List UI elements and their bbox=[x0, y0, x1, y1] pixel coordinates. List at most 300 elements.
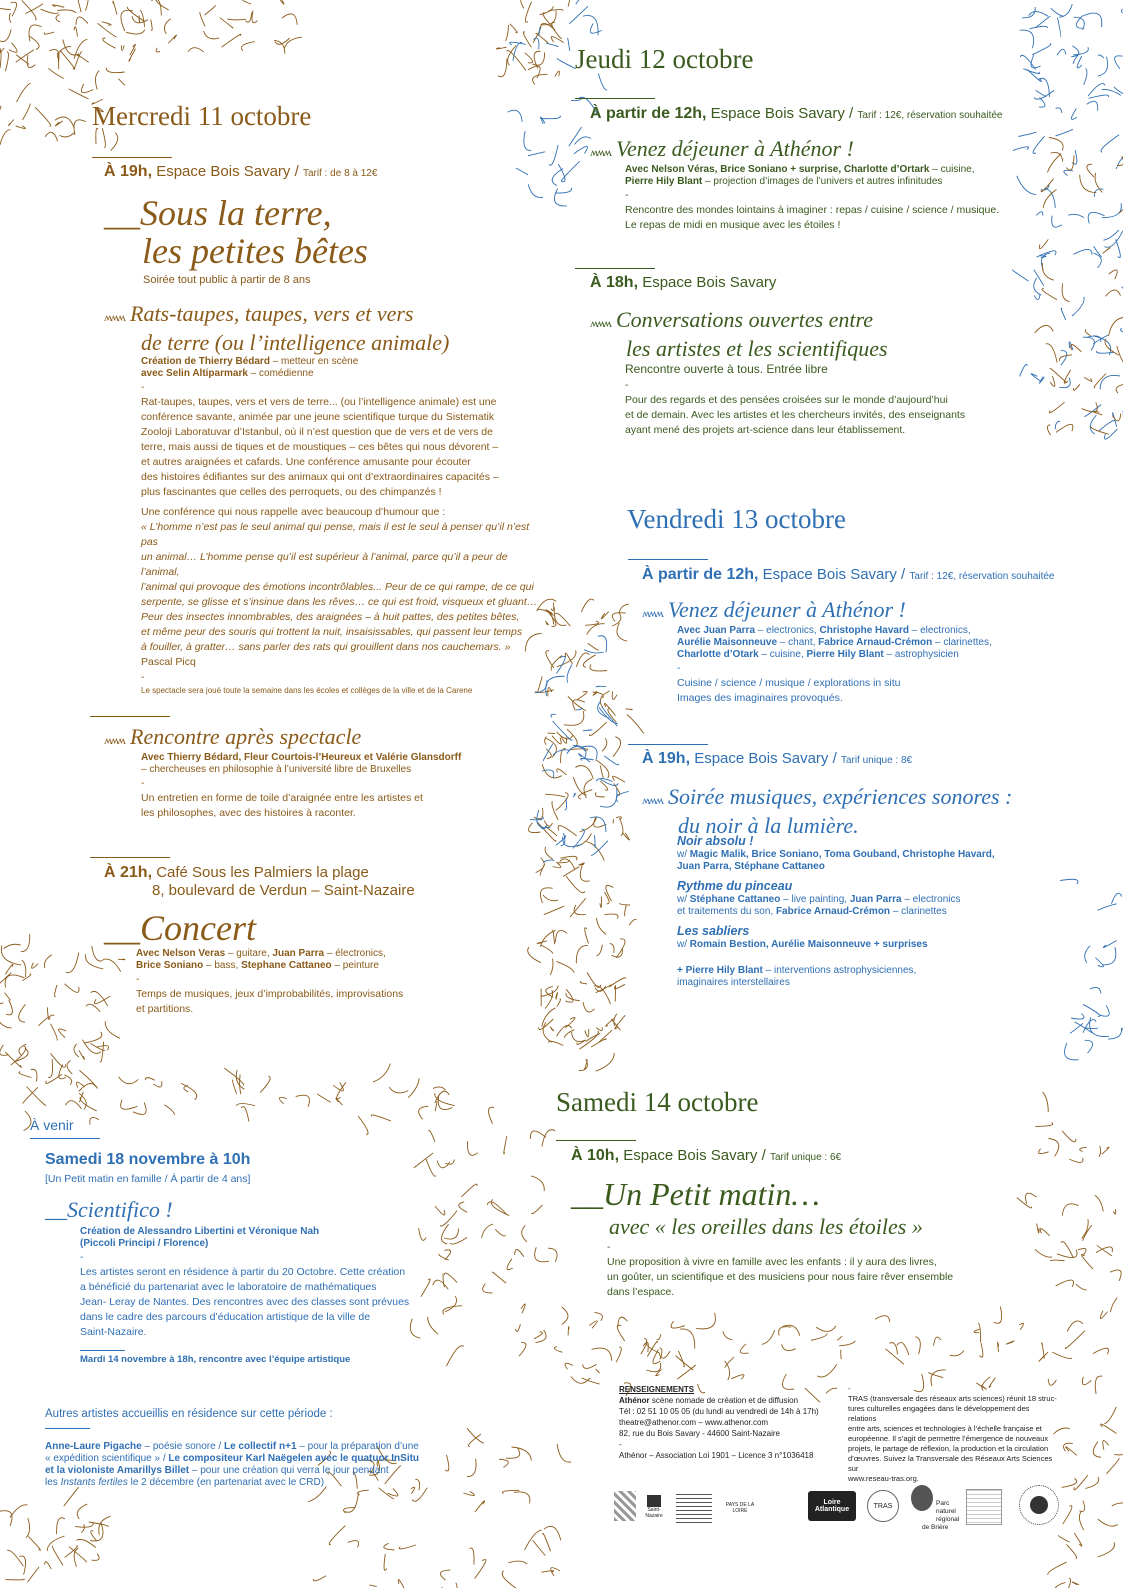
scribble-stroke bbox=[1083, 1004, 1100, 1016]
tras-text bbox=[848, 1394, 1058, 1484]
lunch-title bbox=[642, 597, 906, 626]
divider bbox=[90, 716, 170, 717]
show-title-line1: Rats-taupes, taupes, vers et vers bbox=[130, 301, 414, 326]
scribble-stroke bbox=[1082, 1254, 1093, 1269]
divider bbox=[575, 268, 655, 269]
conversation-subtitle: Rencontre ouverte à tous. Entrée libre bbox=[625, 362, 828, 376]
wave-icon: ʍʍʍ bbox=[642, 793, 662, 807]
scribble-stroke bbox=[579, 863, 585, 865]
scribble-stroke bbox=[1096, 1247, 1113, 1253]
scribble-stroke bbox=[475, 1560, 486, 1579]
scribble-stroke bbox=[200, 12, 205, 26]
scribble-stroke bbox=[577, 691, 587, 699]
scribble-stroke bbox=[7, 1550, 23, 1566]
scribble-stroke bbox=[586, 1034, 600, 1042]
scribble-stroke bbox=[1077, 56, 1082, 68]
concert-desc-line: et partitions. bbox=[136, 1003, 194, 1015]
scribble-stroke bbox=[577, 833, 592, 846]
scribble-stroke bbox=[132, 16, 148, 23]
wave-icon: ʍʍʍ bbox=[642, 606, 662, 620]
scribble-stroke bbox=[1056, 129, 1073, 136]
scribble-stroke bbox=[488, 1107, 494, 1124]
scribble-stroke bbox=[1109, 317, 1123, 336]
artist-name: + Pierre Hily Blant bbox=[677, 965, 763, 976]
scribble-stroke bbox=[528, 947, 541, 963]
scribble-stroke bbox=[597, 945, 603, 956]
scribble-stroke bbox=[336, 1098, 343, 1105]
scribble-stroke bbox=[1099, 421, 1115, 432]
scribble-stroke bbox=[1056, 424, 1073, 432]
scribble-stroke bbox=[600, 897, 602, 908]
scribble-stroke bbox=[1109, 270, 1117, 279]
scribble-stroke bbox=[1052, 1352, 1072, 1358]
scribble-stroke bbox=[496, 47, 506, 49]
scribble-stroke bbox=[596, 1027, 602, 1030]
scribble-stroke bbox=[566, 993, 580, 1001]
scribble-stroke bbox=[153, 1081, 162, 1087]
scribble-stroke bbox=[103, 959, 121, 972]
scribble-stroke bbox=[560, 859, 575, 870]
scribble-stroke bbox=[1046, 344, 1057, 363]
scribble-stroke bbox=[600, 789, 617, 808]
scribble-stroke bbox=[65, 984, 79, 993]
scribble-stroke bbox=[816, 1326, 836, 1331]
scribble-stroke bbox=[544, 906, 564, 915]
scribble-stroke bbox=[542, 770, 554, 778]
scribble-stroke bbox=[1019, 132, 1037, 136]
artist-role: – clarinettes bbox=[890, 906, 947, 917]
scribble-stroke bbox=[1116, 239, 1121, 257]
artist-role: – peinture bbox=[331, 960, 379, 971]
scribble-stroke bbox=[74, 1044, 79, 1057]
scribble-stroke bbox=[81, 84, 93, 93]
scribble-stroke bbox=[5, 964, 13, 974]
scribble-stroke bbox=[4, 944, 21, 948]
scribble-stroke bbox=[577, 1040, 586, 1045]
scribble-stroke bbox=[591, 1039, 606, 1047]
logo-parc bbox=[922, 1500, 959, 1532]
scribble-stroke bbox=[1062, 1478, 1077, 1487]
scribble-stroke bbox=[9, 120, 14, 126]
scribble-stroke bbox=[1101, 135, 1119, 153]
scribble-stroke bbox=[546, 676, 565, 695]
scribble-stroke bbox=[657, 1334, 661, 1339]
scribble-stroke bbox=[441, 1583, 457, 1588]
scribble-stroke bbox=[389, 1087, 408, 1093]
scribble-stroke bbox=[1058, 18, 1061, 38]
scribble-stroke bbox=[1072, 150, 1077, 164]
scribble-stroke bbox=[1114, 1440, 1123, 1455]
ship-icon bbox=[647, 1495, 661, 1507]
scribble-stroke bbox=[594, 986, 611, 1004]
scribble-stroke bbox=[555, 613, 570, 626]
samedi-subtitle: avec « les oreilles dans les étoiles » bbox=[609, 1214, 923, 1239]
description-paragraph bbox=[80, 1265, 440, 1340]
scribble-stroke bbox=[74, 39, 87, 58]
scribble-stroke bbox=[77, 55, 89, 63]
slot-place: Espace Bois Savary / bbox=[156, 163, 299, 180]
scribble-stroke bbox=[568, 0, 581, 7]
scribble-stroke bbox=[118, 79, 125, 86]
scribble-stroke bbox=[102, 22, 111, 25]
scribble-stroke bbox=[617, 623, 627, 641]
scribble-stroke bbox=[98, 23, 117, 37]
artist-name: Christophe Havard bbox=[819, 625, 909, 636]
slot-place: Café Sous les Palmiers la plage bbox=[156, 864, 369, 881]
artist-role: – cuisine, bbox=[758, 649, 807, 660]
scribble-stroke bbox=[26, 1518, 30, 1537]
scribble-stroke bbox=[28, 1567, 40, 1582]
scribble-stroke bbox=[601, 766, 604, 779]
scribble-stroke bbox=[612, 691, 617, 699]
description-line: et autres araignées et cafards. Une conférence amusante pour écouter bbox=[141, 456, 471, 468]
scribble-stroke bbox=[563, 867, 579, 877]
scribble-stroke bbox=[541, 117, 545, 124]
tras-line: www.reseau-tras.org. bbox=[848, 1474, 919, 1483]
scribble-stroke bbox=[589, 1321, 597, 1328]
scribble-stroke bbox=[1084, 68, 1087, 84]
scribble-stroke bbox=[928, 1372, 943, 1378]
artist-role: – clarinettes, bbox=[932, 637, 992, 648]
scribble-stroke bbox=[440, 1211, 457, 1226]
scribble-stroke bbox=[1020, 30, 1034, 48]
scribble-stroke bbox=[782, 1344, 796, 1350]
scribble-stroke bbox=[543, 860, 554, 862]
scribble-stroke bbox=[57, 1518, 65, 1534]
scribble-stroke bbox=[762, 1330, 775, 1344]
day-heading-mercredi: Mercredi 11 octobre bbox=[92, 101, 312, 131]
quote-line: et même peur des souris qui trottent la nuit, insaisissables, qui passent leur temps bbox=[141, 626, 523, 638]
scribble-stroke bbox=[1106, 290, 1121, 296]
scribble-stroke bbox=[1085, 1040, 1093, 1053]
scribble-stroke bbox=[1096, 351, 1113, 353]
scribble-stroke bbox=[6, 1000, 12, 1015]
scribble-stroke bbox=[498, 59, 507, 77]
description-line: dans le cadre des parcours d’éducation artistique de la ville de bbox=[80, 1311, 371, 1323]
description-line: conférence savante, animée par une jeune scientifique turque du Sistematik bbox=[141, 411, 495, 423]
scribble-stroke bbox=[525, 2, 531, 22]
scribble-stroke bbox=[950, 1351, 964, 1356]
scribble-stroke bbox=[86, 1004, 100, 1012]
upcoming-description: Création de Alessandro Libertini et Véronique Nah (Piccoli Principi / Florence) - Les artistes seront en résidence à partir du 20 Octobre. Cette création a bénéficié du partenariat avec le laboratoire de mathématiques Jean- Leray de Nantes. Des rencontres avec des classes sont prévues dans le cadre des parcours d’éducation artistique de la ville de Saint-Nazaire. Mardi 14 novembre à 18h, rencontre avec l’équipe artistique bbox=[80, 1226, 440, 1366]
scribble-stroke bbox=[440, 1570, 450, 1580]
scribble-stroke bbox=[445, 1455, 449, 1471]
samedi-title-line1: Un Petit matin… bbox=[603, 1176, 820, 1212]
scribble-stroke bbox=[557, 58, 575, 68]
scribble-stroke bbox=[548, 688, 552, 697]
scribble-stroke bbox=[499, 1459, 508, 1467]
divider bbox=[80, 1350, 125, 1351]
scribble-stroke bbox=[1056, 108, 1062, 113]
scribble-stroke bbox=[188, 48, 204, 52]
time-slot-vendredi-12h bbox=[642, 566, 1055, 584]
scribble-stroke bbox=[1049, 1139, 1059, 1157]
time-slot-mercredi-21h bbox=[104, 864, 369, 882]
logo-label: de Brière bbox=[922, 1524, 949, 1531]
upcoming-audience: [Un Petit matin en famille / À partir de 4 ans] bbox=[45, 1173, 251, 1185]
artist-name: Le compositeur Karl Naëgelen avec le quatuor InSitu bbox=[168, 1453, 420, 1464]
scribble-stroke bbox=[556, 992, 558, 999]
scribble-stroke bbox=[1098, 1542, 1115, 1557]
scribble-stroke bbox=[1050, 1260, 1064, 1261]
scribble-stroke bbox=[1108, 1028, 1122, 1039]
event-name: Instants fertiles bbox=[60, 1477, 128, 1488]
slot-price: Tarif : 12€, réservation souhaitée bbox=[857, 110, 1003, 121]
scribble-stroke bbox=[105, 1021, 120, 1038]
scribble-stroke bbox=[16, 126, 26, 129]
quote-line: un animal… L’homme pense qu’il est supérieur à l’animal, parce qu’il a peur de l’animal, bbox=[141, 551, 508, 578]
scribble-stroke bbox=[616, 1347, 621, 1362]
artist-role: – poésie sonore / bbox=[141, 1441, 224, 1452]
artist-name: Juan Parra bbox=[272, 948, 325, 959]
artist-role: – electronics bbox=[901, 894, 961, 905]
scribble-stroke bbox=[384, 1543, 395, 1550]
scribble-stroke bbox=[1066, 1544, 1076, 1559]
scribble-stroke bbox=[444, 1229, 459, 1239]
scribble-stroke bbox=[588, 643, 598, 650]
samedi-desc-line: dans l’espace. bbox=[607, 1286, 675, 1298]
divider bbox=[628, 744, 708, 745]
with-prefix: w/ bbox=[677, 849, 690, 860]
scribble-stroke bbox=[459, 1202, 468, 1213]
day-heading-samedi: Samedi 14 octobre bbox=[556, 1087, 759, 1117]
scribble-stroke bbox=[1095, 958, 1103, 967]
scribble-stroke bbox=[1042, 263, 1053, 280]
credit-role: – metteur en scène bbox=[269, 356, 359, 367]
scribble-stroke bbox=[384, 1554, 387, 1570]
scribble-stroke bbox=[627, 715, 644, 734]
artist-name: Le collectif n+1 bbox=[223, 1441, 297, 1452]
scribble-stroke bbox=[358, 1116, 368, 1134]
meeting-credit: Avec Thierry Bédard, Fleur Courtois-l’Heureux et Valérie Glansdorff bbox=[141, 752, 462, 763]
artist-name: Avec Nelson Véras, Brice Soniano + surprise, Charlotte d’Ortark bbox=[625, 164, 930, 175]
scribble-stroke bbox=[1043, 1092, 1049, 1112]
scribble-stroke bbox=[0, 1011, 11, 1028]
info-org: Athénor bbox=[619, 1396, 650, 1405]
scribble-stroke bbox=[1087, 164, 1094, 177]
quote-line: Peur des insectes innombrables, des araignées – à huit pattes, des petites bêtes, bbox=[141, 611, 520, 623]
soiree-title bbox=[642, 784, 1012, 838]
scribble-stroke bbox=[1104, 1407, 1116, 1424]
credit-role: – comédienne bbox=[247, 368, 314, 379]
scribble-stroke bbox=[19, 1072, 32, 1078]
scribble-stroke bbox=[252, 11, 258, 23]
scribble-stroke bbox=[1065, 1043, 1079, 1060]
scribble-stroke bbox=[897, 1342, 909, 1355]
scribble-stroke bbox=[599, 1030, 612, 1042]
scribble-stroke bbox=[1043, 190, 1056, 208]
scribble-stroke bbox=[1084, 1028, 1098, 1029]
scribble-stroke bbox=[629, 919, 637, 925]
scribble-stroke bbox=[119, 1077, 139, 1084]
upcoming-date: Samedi 18 novembre à 10h bbox=[45, 1151, 251, 1168]
scribble-stroke bbox=[838, 1336, 843, 1340]
scribble-stroke bbox=[551, 603, 554, 611]
scribble-stroke bbox=[1006, 1341, 1014, 1344]
program-item-title: Noir absolu ! bbox=[677, 834, 754, 848]
scribble-stroke bbox=[32, 963, 38, 969]
scribble-stroke bbox=[1103, 230, 1119, 240]
scribble-stroke bbox=[562, 1307, 568, 1325]
conversation-description: - Pour des regards et des pensées croisées sur le monde d’aujourd’hui et de demain. Avec les artistes et les chercheurs invités, des enseignants ayant mené des projets art-science dans leur établissement. bbox=[625, 378, 1045, 438]
scribble-stroke bbox=[646, 1363, 660, 1372]
scribble-stroke bbox=[508, 45, 516, 65]
slot-time: À 19h, bbox=[642, 750, 691, 767]
scribble-stroke bbox=[47, 1536, 64, 1551]
scribble-stroke bbox=[616, 939, 625, 958]
scribble-stroke bbox=[19, 1004, 26, 1022]
artist-name: Pierre Hily Blant bbox=[625, 176, 703, 187]
scribble-stroke bbox=[45, 132, 58, 141]
scribble-stroke bbox=[522, 1226, 527, 1242]
divider bbox=[90, 857, 170, 858]
divider bbox=[30, 1138, 100, 1139]
soiree-title-line1: Soirée musiques, expériences sonores : bbox=[668, 784, 1013, 809]
tras-line: projets, le partage de réflexion, la production et la circulation bbox=[848, 1444, 1049, 1453]
scribble-stroke bbox=[1047, 425, 1050, 436]
artist-name: Anne-Laure Pigache bbox=[45, 1441, 142, 1452]
time-slot-vendredi-19h bbox=[642, 750, 912, 768]
scribble-stroke bbox=[555, 930, 567, 942]
samedi-desc-line: Une proposition à vivre en famille avec les enfants : il y aura des livres, bbox=[607, 1256, 937, 1268]
artist-role: – live painting, bbox=[780, 894, 850, 905]
scribble-stroke bbox=[1098, 55, 1104, 58]
artist-role: – electronics, bbox=[908, 625, 971, 636]
scribble-stroke bbox=[612, 613, 625, 622]
scribble-stroke bbox=[398, 1580, 404, 1588]
scribble-stroke bbox=[66, 952, 79, 972]
scribble-stroke bbox=[9, 43, 17, 53]
logo-checker bbox=[614, 1491, 636, 1521]
scribble-stroke bbox=[532, 1205, 543, 1214]
lunch-desc-line: Le repas de midi en musique avec les étoiles ! bbox=[625, 219, 841, 231]
scribble-stroke bbox=[576, 708, 583, 710]
scribble-stroke bbox=[426, 1159, 436, 1176]
scribble-stroke bbox=[510, 24, 517, 33]
scribble-stroke bbox=[676, 1356, 694, 1370]
tras-line: TRAS (transversale des réseaux arts sciences) réunit 18 struc- bbox=[848, 1394, 1057, 1403]
scribble-stroke bbox=[875, 1316, 890, 1322]
conversation-title bbox=[590, 307, 888, 361]
lunch-description: Avec Juan Parra – electronics, Christophe Havard – electronics, Aurélie Maisonneuve – chant, Fabrice Arnaud-Crémon – clarinettes, Charlotte d’Otark – cuisine, Pierre Hily Blant – astrophysicien - Cuisine / science / musique / explorations in situ Images des imaginaires provoqués. bbox=[677, 625, 1077, 706]
scribble-stroke bbox=[74, 27, 78, 37]
scribble-stroke bbox=[543, 1533, 551, 1551]
scribble-stroke bbox=[1103, 947, 1116, 965]
scribble-stroke bbox=[69, 89, 89, 99]
program-item-title: Rythme du pinceau bbox=[677, 879, 793, 893]
scribble-stroke bbox=[524, 131, 531, 150]
scribble-stroke bbox=[553, 930, 555, 944]
event-title-line2: les petites bêtes bbox=[142, 231, 368, 271]
scribble-stroke bbox=[515, 1249, 524, 1256]
scribble-stroke bbox=[260, 1076, 270, 1093]
scribble-stroke bbox=[811, 1333, 827, 1340]
scribble-stroke bbox=[585, 1029, 589, 1037]
scribble-stroke bbox=[118, 959, 125, 960]
scribble-stroke bbox=[595, 1312, 603, 1320]
scribble-stroke bbox=[1098, 1519, 1118, 1526]
artist-name: Romain Bestion, Aurélie Maisonneuve + surprises bbox=[689, 939, 928, 950]
scribble-stroke bbox=[1115, 56, 1123, 69]
scribble-stroke bbox=[584, 650, 604, 653]
scribble-stroke bbox=[84, 1032, 102, 1043]
scribble-stroke bbox=[1095, 1376, 1102, 1394]
scribble-stroke bbox=[521, 1304, 525, 1313]
scribble-stroke bbox=[1099, 1146, 1101, 1157]
scribble-stroke bbox=[1113, 1209, 1115, 1214]
scribble-stroke bbox=[1057, 1250, 1077, 1258]
info-email[interactable]: theatre@athenor.com – www.athenor.com bbox=[619, 1418, 769, 1427]
info-block: RENSEIGNEMENTS Athénor scène nomade de création et de diffusion Tél : 02 51 10 05 05 (du lundi au vendredi de 14h à 17h) theatre@athenor.com – www.athenor.com 82, rue du Bois Savary - 44600 Saint-Nazaire - Athénor – Association Loi 1901 – Licence 3 n°1036418 bbox=[619, 1384, 834, 1461]
divider bbox=[92, 157, 172, 158]
scribble-stroke bbox=[817, 1364, 837, 1377]
scribble-stroke bbox=[1079, 1501, 1084, 1512]
soiree-program bbox=[677, 834, 1077, 989]
divider bbox=[628, 559, 708, 560]
scribble-stroke bbox=[1061, 308, 1066, 320]
logo-pays-de-la-loire bbox=[718, 1494, 762, 1522]
scribble-stroke bbox=[1117, 346, 1123, 365]
scribble-stroke bbox=[551, 714, 556, 717]
scribble-stroke bbox=[572, 1032, 586, 1042]
scribble-stroke bbox=[145, 1078, 155, 1081]
lunch-title-text: Venez déjeuner à Athénor ! bbox=[668, 597, 906, 622]
others-title: Autres artistes accueillis en résidence sur cette période : bbox=[45, 1408, 333, 1420]
scribble-stroke bbox=[60, 132, 75, 137]
scribble-stroke bbox=[604, 756, 618, 765]
wave-icon: ʍʍʍ bbox=[590, 316, 610, 330]
info-licence: Athénor – Association Loi 1901 – Licence 3 n°1036418 bbox=[619, 1451, 814, 1460]
scribble-stroke bbox=[569, 6, 588, 24]
scribble-stroke bbox=[27, 55, 35, 67]
logo-label: Parc bbox=[936, 1500, 950, 1507]
scribble-stroke bbox=[1061, 1242, 1073, 1257]
artist-name: et la violoniste Amarillys Billet bbox=[45, 1465, 190, 1476]
scribble-stroke bbox=[5, 1579, 24, 1580]
scribble-stroke bbox=[534, 808, 543, 819]
scribble-stroke bbox=[613, 737, 621, 757]
artist-name: Aurélie Maisonneuve bbox=[677, 637, 778, 648]
scribble-stroke bbox=[602, 738, 607, 751]
scribble-stroke bbox=[543, 895, 558, 901]
scribble-stroke bbox=[533, 1540, 546, 1555]
scribble-stroke bbox=[156, 48, 160, 52]
scribble-stroke bbox=[543, 13, 554, 28]
scribble-stroke bbox=[1090, 987, 1101, 993]
scribble-stroke bbox=[127, 7, 144, 21]
scribble-stroke bbox=[467, 1459, 476, 1477]
scribble-stroke bbox=[31, 1069, 37, 1081]
slot-time: À partir de 12h, bbox=[590, 105, 707, 122]
upcoming-label: À venir bbox=[30, 1117, 74, 1133]
slot-price: Tarif unique : 8€ bbox=[840, 755, 913, 766]
scribble-stroke bbox=[64, 1487, 79, 1506]
scribble-stroke bbox=[1036, 1123, 1053, 1127]
info-title: RENSEIGNEMENTS bbox=[619, 1385, 695, 1394]
scribble-stroke bbox=[547, 733, 554, 734]
scribble-stroke bbox=[25, 4, 43, 14]
scribble-stroke bbox=[585, 928, 589, 944]
scribble-stroke bbox=[525, 53, 533, 63]
scribble-stroke bbox=[358, 1490, 369, 1495]
scribble-stroke bbox=[482, 1224, 494, 1238]
scribble-stroke bbox=[1034, 278, 1041, 295]
artist-name: Fabrice Arnaud-Crémon bbox=[818, 637, 933, 648]
scribble-stroke bbox=[10, 1505, 28, 1518]
scribble-stroke bbox=[625, 709, 632, 710]
scribble-stroke bbox=[531, 1131, 546, 1139]
scribble-stroke bbox=[564, 711, 584, 725]
